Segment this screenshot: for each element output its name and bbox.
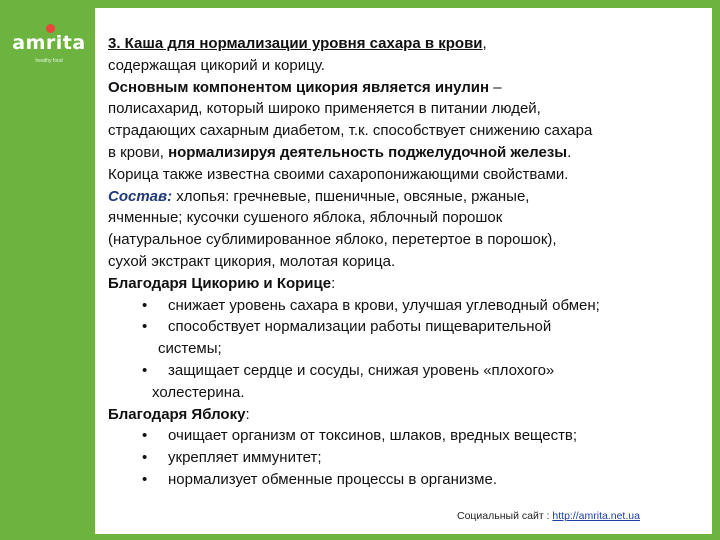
text-line: страдающих сахарным диабетом, т.к. способствует снижению сахара [108,122,593,140]
heading-title: 3. Каша для нормализации уровня сахара в крови [108,35,483,52]
list-item [108,447,698,469]
slide-content [108,33,698,491]
list-item [108,425,698,447]
text-line: сухой экстракт цикория, молотая корица. [108,252,396,270]
section-title-text: Благодаря Цикорию и Корице [108,274,332,292]
section-title-colon: : [245,405,250,423]
logo-text: amrita [12,32,86,54]
list-item-text: защищает сердце и сосуды, снижая уровень «плохого» [168,361,555,379]
bullet-icon: • [142,296,148,314]
bullet-icon: • [142,427,148,445]
footer-label: Социальный сайт : [457,510,553,522]
bullet-icon: • [142,361,148,379]
composition-label: Состав: [108,187,173,205]
list-item-text: способствует нормализации работы пищеварительной [168,318,552,336]
heading-tail: , [482,35,487,52]
bold-text: нормализируя деятельность поджелудочной железы [168,143,568,161]
section-title [108,273,698,295]
bullet-icon: • [142,449,148,467]
section-title [108,404,698,426]
list-item-text: очищает организм от токсинов, шлаков, вредных веществ; [168,427,578,445]
bullet-icon: • [142,470,148,488]
logo-tagline: healthy food [35,58,63,64]
list-item-text: снижает уровень сахара в крови, улучшая углеводный обмен; [168,296,600,314]
text-line: полисахарид, который широко применяется в питании людей, [108,100,541,118]
text-line [108,77,698,99]
text-line: содержащая цикорий и корицу. [108,56,325,74]
list-item-continuation: холестерина. [152,383,245,401]
list-item [108,469,698,491]
text-line: ячменные; кусочки сушеного яблока, яблочный порошок [108,209,503,227]
list-item-text: укрепляет иммунитет; [168,449,322,467]
list-item [108,360,698,382]
text-line: (натуральное сублимированное яблоко, перетертое в порошок), [108,231,557,249]
section-title-colon: : [331,274,336,292]
list-item-continuation: системы; [158,340,222,358]
section-title-text: Благодаря Яблоку [108,405,246,423]
list-item [108,316,698,338]
list-item [108,295,698,317]
text-line: Корица также известна своими сахаропонижающими свойствами. [108,165,569,183]
bullet-icon: • [142,318,148,336]
text-fragment: . [567,143,572,161]
text-fragment: – [489,78,502,96]
text-line [108,142,698,164]
heading [108,33,698,55]
brand-logo [8,24,90,78]
text-line [108,186,698,208]
list-item-text: нормализует обменные процессы в организме. [168,470,497,488]
text-fragment: в крови, [108,143,169,161]
sidebar [0,0,95,540]
footer [457,510,640,522]
text-fragment: хлопья: гречневые, пшеничные, овсяные, ржаные, [172,187,530,205]
site-link[interactable]: http://amrita.net.ua [552,510,640,522]
bold-text: Основным компонентом цикория является инулин [108,78,490,96]
